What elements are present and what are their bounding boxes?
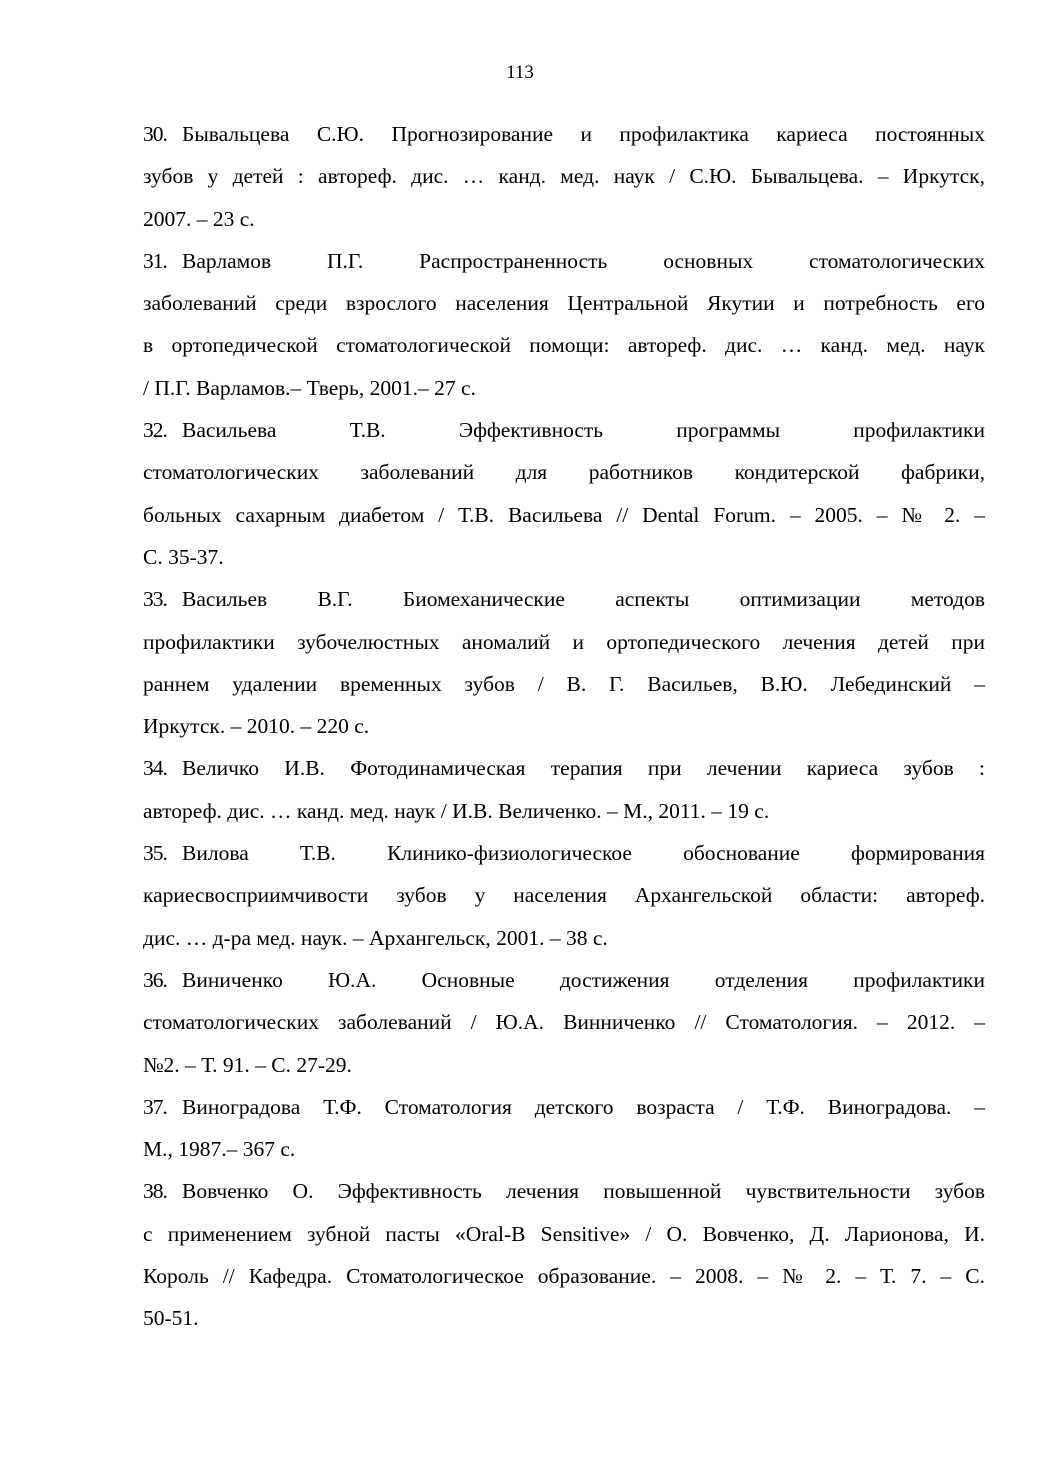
reference-item — [143, 240, 985, 409]
reference-text-line: раннем удалении временных зубов / В. Г. Васильев, В.Ю. Лебединский – — [143, 671, 985, 696]
reference-number: 36. — [143, 967, 167, 992]
reference-number: 34. — [143, 756, 167, 781]
reference-number: 37. — [143, 1094, 167, 1119]
reference-item — [143, 959, 985, 1086]
reference-text-line: стоматологических заболеваний / Ю.А. Винниченко // Стоматология. – 2012. – — [143, 1010, 985, 1035]
reference-text-line: больных сахарным диабетом / Т.В. Васильева // Dental Forum. – 2005. – № 2. – — [143, 502, 985, 527]
reference-item — [143, 1170, 985, 1339]
reference-text-line: Величко И.В. Фотодинамическая терапия при лечении кариеса зубов : — [182, 756, 985, 781]
reference-text-line: / П.Г. Варламов.– Тверь, 2001.– 27 с. — [143, 375, 476, 400]
reference-text-line: Васильева Т.В. Эффективность программы профилактики — [182, 418, 985, 443]
reference-text-line: Бывальцева С.Ю. Прогнозирование и профилактика кариеса постоянных — [182, 122, 985, 146]
reference-text-line: 50-51. — [143, 1306, 199, 1331]
reference-text-line: Вилова Т.В. Клинико-физиологическое обоснование формирования — [182, 841, 985, 866]
reference-item — [143, 747, 985, 832]
reference-text-line: Вовченко О. Эффективность лечения повышенной чувствительности зубов — [182, 1179, 985, 1204]
reference-text-line: дис. … д-ра мед. наук. – Архангельск, 2001. – 38 с. — [143, 925, 608, 950]
reference-text-line: Виниченко Ю.А. Основные достижения отделения профилактики — [182, 967, 985, 992]
reference-text-line: М., 1987.– 367 с. — [143, 1137, 296, 1162]
reference-number: 35. — [143, 841, 167, 866]
reference-number: 38. — [143, 1179, 167, 1204]
reference-text-line: кариесвосприимчивости зубов у населения Архангельской области: автореф. — [143, 883, 985, 908]
reference-item — [143, 832, 985, 959]
reference-text-line: заболеваний среди взрослого населения Центральной Якутии и потребность его — [143, 291, 985, 316]
reference-text-line: 2007. – 23 с. — [143, 206, 255, 231]
reference-text-line: автореф. дис. … канд. мед. наук / И.В. Величенко. – М., 2011. – 19 с. — [143, 798, 770, 823]
reference-item — [143, 113, 985, 240]
reference-text-line: профилактики зубочелюстных аномалий и ортопедического лечения детей при — [143, 629, 985, 654]
reference-text-line: Король // Кафедра. Стоматологическое образование. – 2008. – № 2. – Т. 7. – С. — [143, 1264, 985, 1289]
reference-text-line: стоматологических заболеваний для работников кондитерской фабрики, — [143, 460, 985, 485]
reference-number: 31. — [143, 248, 167, 273]
reference-item — [143, 578, 985, 747]
reference-text-line: Васильев В.Г. Биомеханические аспекты оптимизации методов — [182, 587, 985, 612]
page-number: 113 — [506, 62, 534, 83]
reference-text-line: Иркутск. – 2010. – 220 с. — [143, 714, 370, 739]
reference-list — [143, 113, 985, 1340]
reference-number: 33. — [143, 587, 167, 612]
reference-text-line: №2. – Т. 91. – С. 27-29. — [143, 1052, 352, 1077]
reference-number: 32. — [143, 418, 167, 443]
reference-text-line: Виноградова Т.Ф. Стоматология детского возраста / Т.Ф. Виноградова. – — [182, 1094, 985, 1119]
reference-number: 30. — [143, 122, 167, 146]
reference-text-line: в ортопедической стоматологической помощи: автореф. дис. … канд. мед. наук — [143, 333, 985, 358]
reference-text-line: С. 35-37. — [143, 544, 224, 569]
reference-text-line: Варламов П.Г. Распространенность основных стоматологических — [182, 248, 985, 273]
reference-item — [143, 1086, 985, 1171]
reference-item — [143, 409, 985, 578]
reference-text-line: зубов у детей : автореф. дис. … канд. мед. наук / С.Ю. Бывальцева. – Иркутск, — [143, 164, 985, 189]
reference-text-line: с применением зубной пасты «Oral-B Sensitive» / О. Вовченко, Д. Ларионова, И. — [143, 1221, 985, 1246]
